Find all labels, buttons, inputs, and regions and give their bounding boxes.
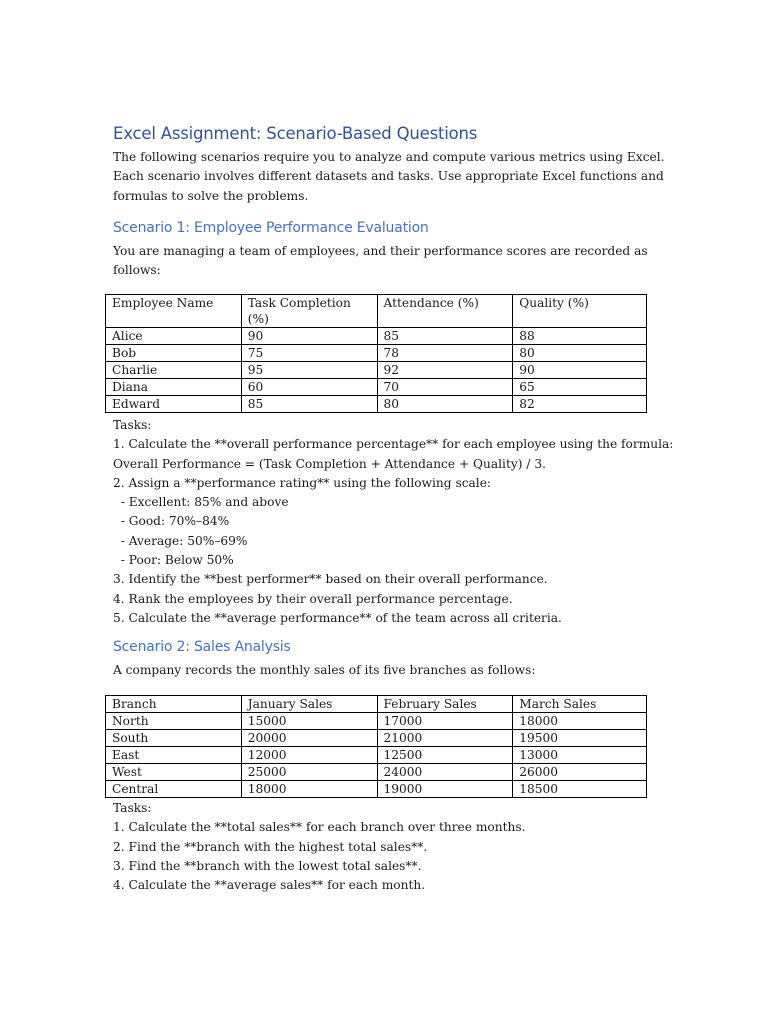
table-cell: 19500	[513, 730, 647, 747]
table-cell: 95	[241, 362, 377, 379]
task-line: 4. Rank the employees by their overall performance percentage.	[113, 591, 513, 606]
table-cell: Alice	[106, 328, 242, 345]
scenario-1-description	[113, 242, 648, 281]
table-row	[106, 379, 647, 396]
description-line: follows:	[113, 263, 161, 278]
table-cell: 85	[377, 328, 513, 345]
table-row	[106, 396, 647, 413]
scenario-2-heading: Scenario 2: Sales Analysis	[113, 639, 291, 655]
table-header-row	[106, 696, 647, 713]
intro-line: formulas to solve the problems.	[113, 188, 309, 203]
table-row	[106, 747, 647, 764]
table-cell: 90	[513, 362, 647, 379]
task-line: 2. Assign a **performance rating** using the following scale:	[113, 475, 492, 490]
table-cell: 65	[513, 379, 647, 396]
table-cell: 12000	[241, 747, 377, 764]
table-cell: 88	[513, 328, 647, 345]
table-header-row	[106, 295, 647, 328]
scenario-1-tasks	[113, 416, 674, 628]
intro-line: Each scenario involves different datasets and tasks. Use appropriate Excel functions and	[113, 169, 664, 184]
task-line: - Good: 70%–84%	[113, 514, 230, 529]
scenario-2-tasks	[113, 799, 653, 895]
task-line: Overall Performance = (Task Completion + Attendance + Quality) / 3.	[113, 456, 546, 471]
task-line: - Poor: Below 50%	[113, 553, 234, 568]
task-line: 3. Identify the **best performer** based on their overall performance.	[113, 572, 548, 587]
header-cell: Employee Name	[106, 295, 242, 328]
header-cell: Quality (%)	[513, 295, 647, 328]
intro-paragraph	[113, 148, 665, 206]
table-row	[106, 730, 647, 747]
task-line: 5. Calculate the **average performance** of the team across all criteria.	[113, 610, 562, 625]
table-cell: 18000	[241, 781, 377, 798]
header-cell: Task Completion (%)	[241, 295, 377, 328]
header-cell: March Sales	[513, 696, 647, 713]
table-row	[106, 328, 647, 345]
table-cell: Charlie	[106, 362, 242, 379]
table-cell: Central	[106, 781, 242, 798]
table-cell: 13000	[513, 747, 647, 764]
table-cell: 80	[513, 345, 647, 362]
table-cell: 92	[377, 362, 513, 379]
table-cell: 90	[241, 328, 377, 345]
table-cell: 85	[241, 396, 377, 413]
table-cell: Diana	[106, 379, 242, 396]
header-cell: Branch	[106, 696, 242, 713]
table-cell: Bob	[106, 345, 242, 362]
table-cell: Edward	[106, 396, 242, 413]
task-line: - Average: 50%–69%	[113, 533, 248, 548]
table-cell: 60	[241, 379, 377, 396]
table-cell: East	[106, 747, 242, 764]
task-line: - Excellent: 85% and above	[113, 495, 289, 510]
table-cell: 18000	[513, 713, 647, 730]
table-cell: 17000	[377, 713, 513, 730]
task-line: 4. Calculate the **average sales** for each month.	[113, 878, 426, 893]
table-cell: 78	[377, 345, 513, 362]
table-cell: North	[106, 713, 242, 730]
table-cell: 24000	[377, 764, 513, 781]
table-row	[106, 713, 647, 730]
header-cell: January Sales	[241, 696, 377, 713]
task-line: Tasks:	[113, 801, 152, 815]
table-row	[106, 345, 647, 362]
table-cell: 82	[513, 396, 647, 413]
table-cell: 18500	[513, 781, 647, 798]
task-line: 2. Find the **branch with the highest total sales**.	[113, 839, 428, 854]
table-cell: 80	[377, 396, 513, 413]
description-line: You are managing a team of employees, and their performance scores are recorded as	[113, 244, 648, 258]
header-cell: Attendance (%)	[377, 295, 513, 328]
task-line: 3. Find the **branch with the lowest total sales**.	[113, 858, 422, 873]
table-row	[106, 362, 647, 379]
header-cell: February Sales	[377, 696, 513, 713]
table-cell: 26000	[513, 764, 647, 781]
scenario-2-description	[113, 661, 648, 680]
task-line: 1. Calculate the **total sales** for each branch over three months.	[113, 820, 526, 835]
table-cell: 21000	[377, 730, 513, 747]
table-row	[106, 781, 647, 798]
table-cell: 20000	[241, 730, 377, 747]
table-cell: 75	[241, 345, 377, 362]
task-line: Tasks:	[113, 418, 152, 432]
table-cell: 15000	[241, 713, 377, 730]
table-cell: 25000	[241, 764, 377, 781]
intro-line: The following scenarios require you to analyze and compute various metrics using Excel.	[113, 150, 665, 164]
table-cell: 70	[377, 379, 513, 396]
page-title: Excel Assignment: Scenario-Based Questions	[113, 124, 478, 143]
branch-sales-table	[105, 695, 647, 798]
table-cell: 12500	[377, 747, 513, 764]
employee-performance-table	[105, 294, 647, 413]
table-cell: West	[106, 764, 242, 781]
task-line: 1. Calculate the **overall performance percentage** for each employee using the formula:	[113, 437, 674, 452]
table-cell: 19000	[377, 781, 513, 798]
table-cell: South	[106, 730, 242, 747]
scenario-1-heading: Scenario 1: Employee Performance Evaluation	[113, 220, 429, 236]
description-line: A company records the monthly sales of its five branches as follows:	[113, 663, 536, 677]
table-row	[106, 764, 647, 781]
